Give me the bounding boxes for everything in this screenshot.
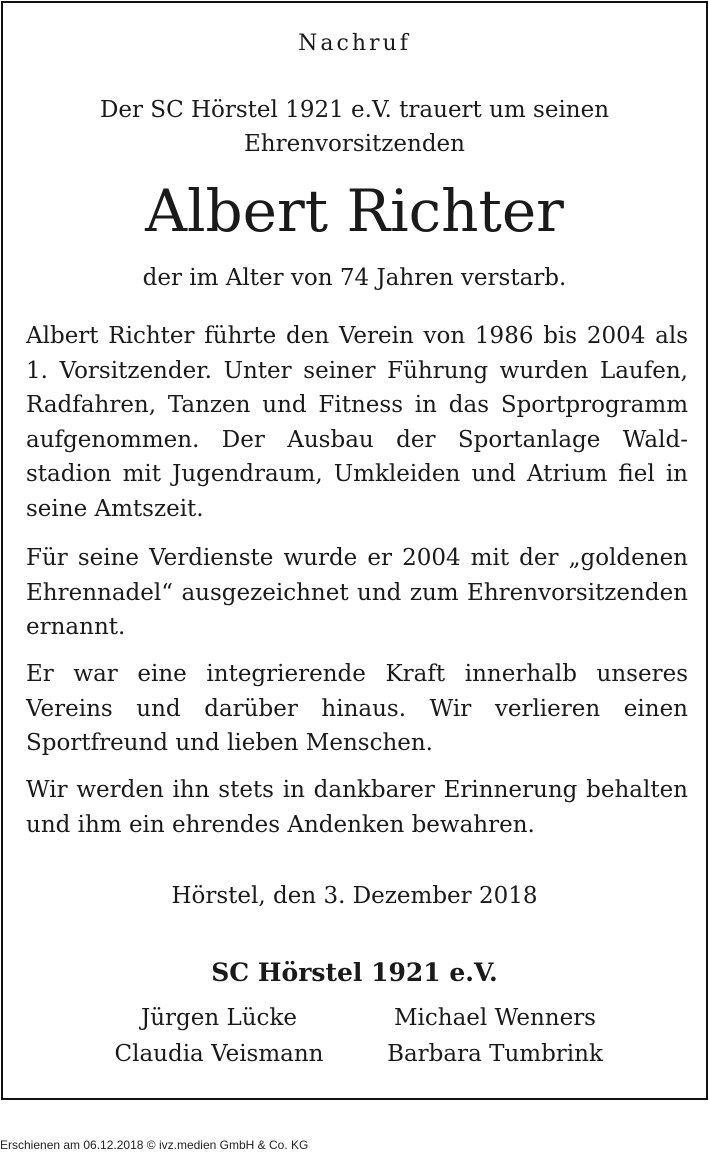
paragraph-text: Er war eine integrierende Kraft innerhalb unseres Vereins und darüber hinaus. Wir verlieren einen Sportfreund und lieben Menschen. xyxy=(26,661,688,756)
obituary-frame xyxy=(1,1,708,1100)
notice-heading: Nachruf xyxy=(298,31,411,56)
age-line: der im Alter von 74 Jahren verstarb. xyxy=(142,265,567,291)
intro-text xyxy=(3,93,706,161)
signatory-name: Michael Wenners xyxy=(393,1005,596,1031)
signatory-name: Jürgen Lücke xyxy=(140,1005,297,1031)
signatory-name: Claudia Veismann xyxy=(114,1041,324,1067)
paragraph-honors xyxy=(26,541,688,645)
intro-line-2: Ehrenvorsitzenden xyxy=(244,131,465,157)
paragraph-tribute xyxy=(26,657,688,761)
paragraph-text: Wir werden ihn stets in dankbarer Erinnerung behalten und ihm ein ehrendes Andenken bewahren. xyxy=(26,777,688,838)
publication-footer: Erschienen am 06.12.2018 © ivz.medien GmbH & Co. KG xyxy=(0,1138,309,1152)
place-date: Hörstel, den 3. Dezember 2018 xyxy=(171,883,538,909)
paragraph-text: Albert Richter führte den Verein von 1986 bis 2004 als 1. Vorsitzender. Unter seiner Führung wurden Laufen, Radfahren, Tanzen und Fitness in das Sportprogramm aufgenommen. Der Ausbau der Sportanlage Wald-stadion mit Jugendraum, Umkleiden und Atrium fiel in seine Amtszeit. xyxy=(26,323,688,522)
signatory-name: Barbara Tumbrink xyxy=(387,1041,603,1067)
intro-line-1: Der SC Hörstel 1921 e.V. trauert um seinen xyxy=(99,97,610,123)
deceased-name: Albert Richter xyxy=(145,177,564,245)
paragraph-remembrance xyxy=(26,773,688,842)
club-name: SC Hörstel 1921 e.V. xyxy=(211,958,498,987)
paragraph-text: Für seine Verdienste wurde er 2004 mit der „goldenen Ehrennadel“ ausgezeichnet und zum Ehrenvorsitzenden ernannt. xyxy=(26,545,688,640)
paragraph-career xyxy=(26,319,688,526)
